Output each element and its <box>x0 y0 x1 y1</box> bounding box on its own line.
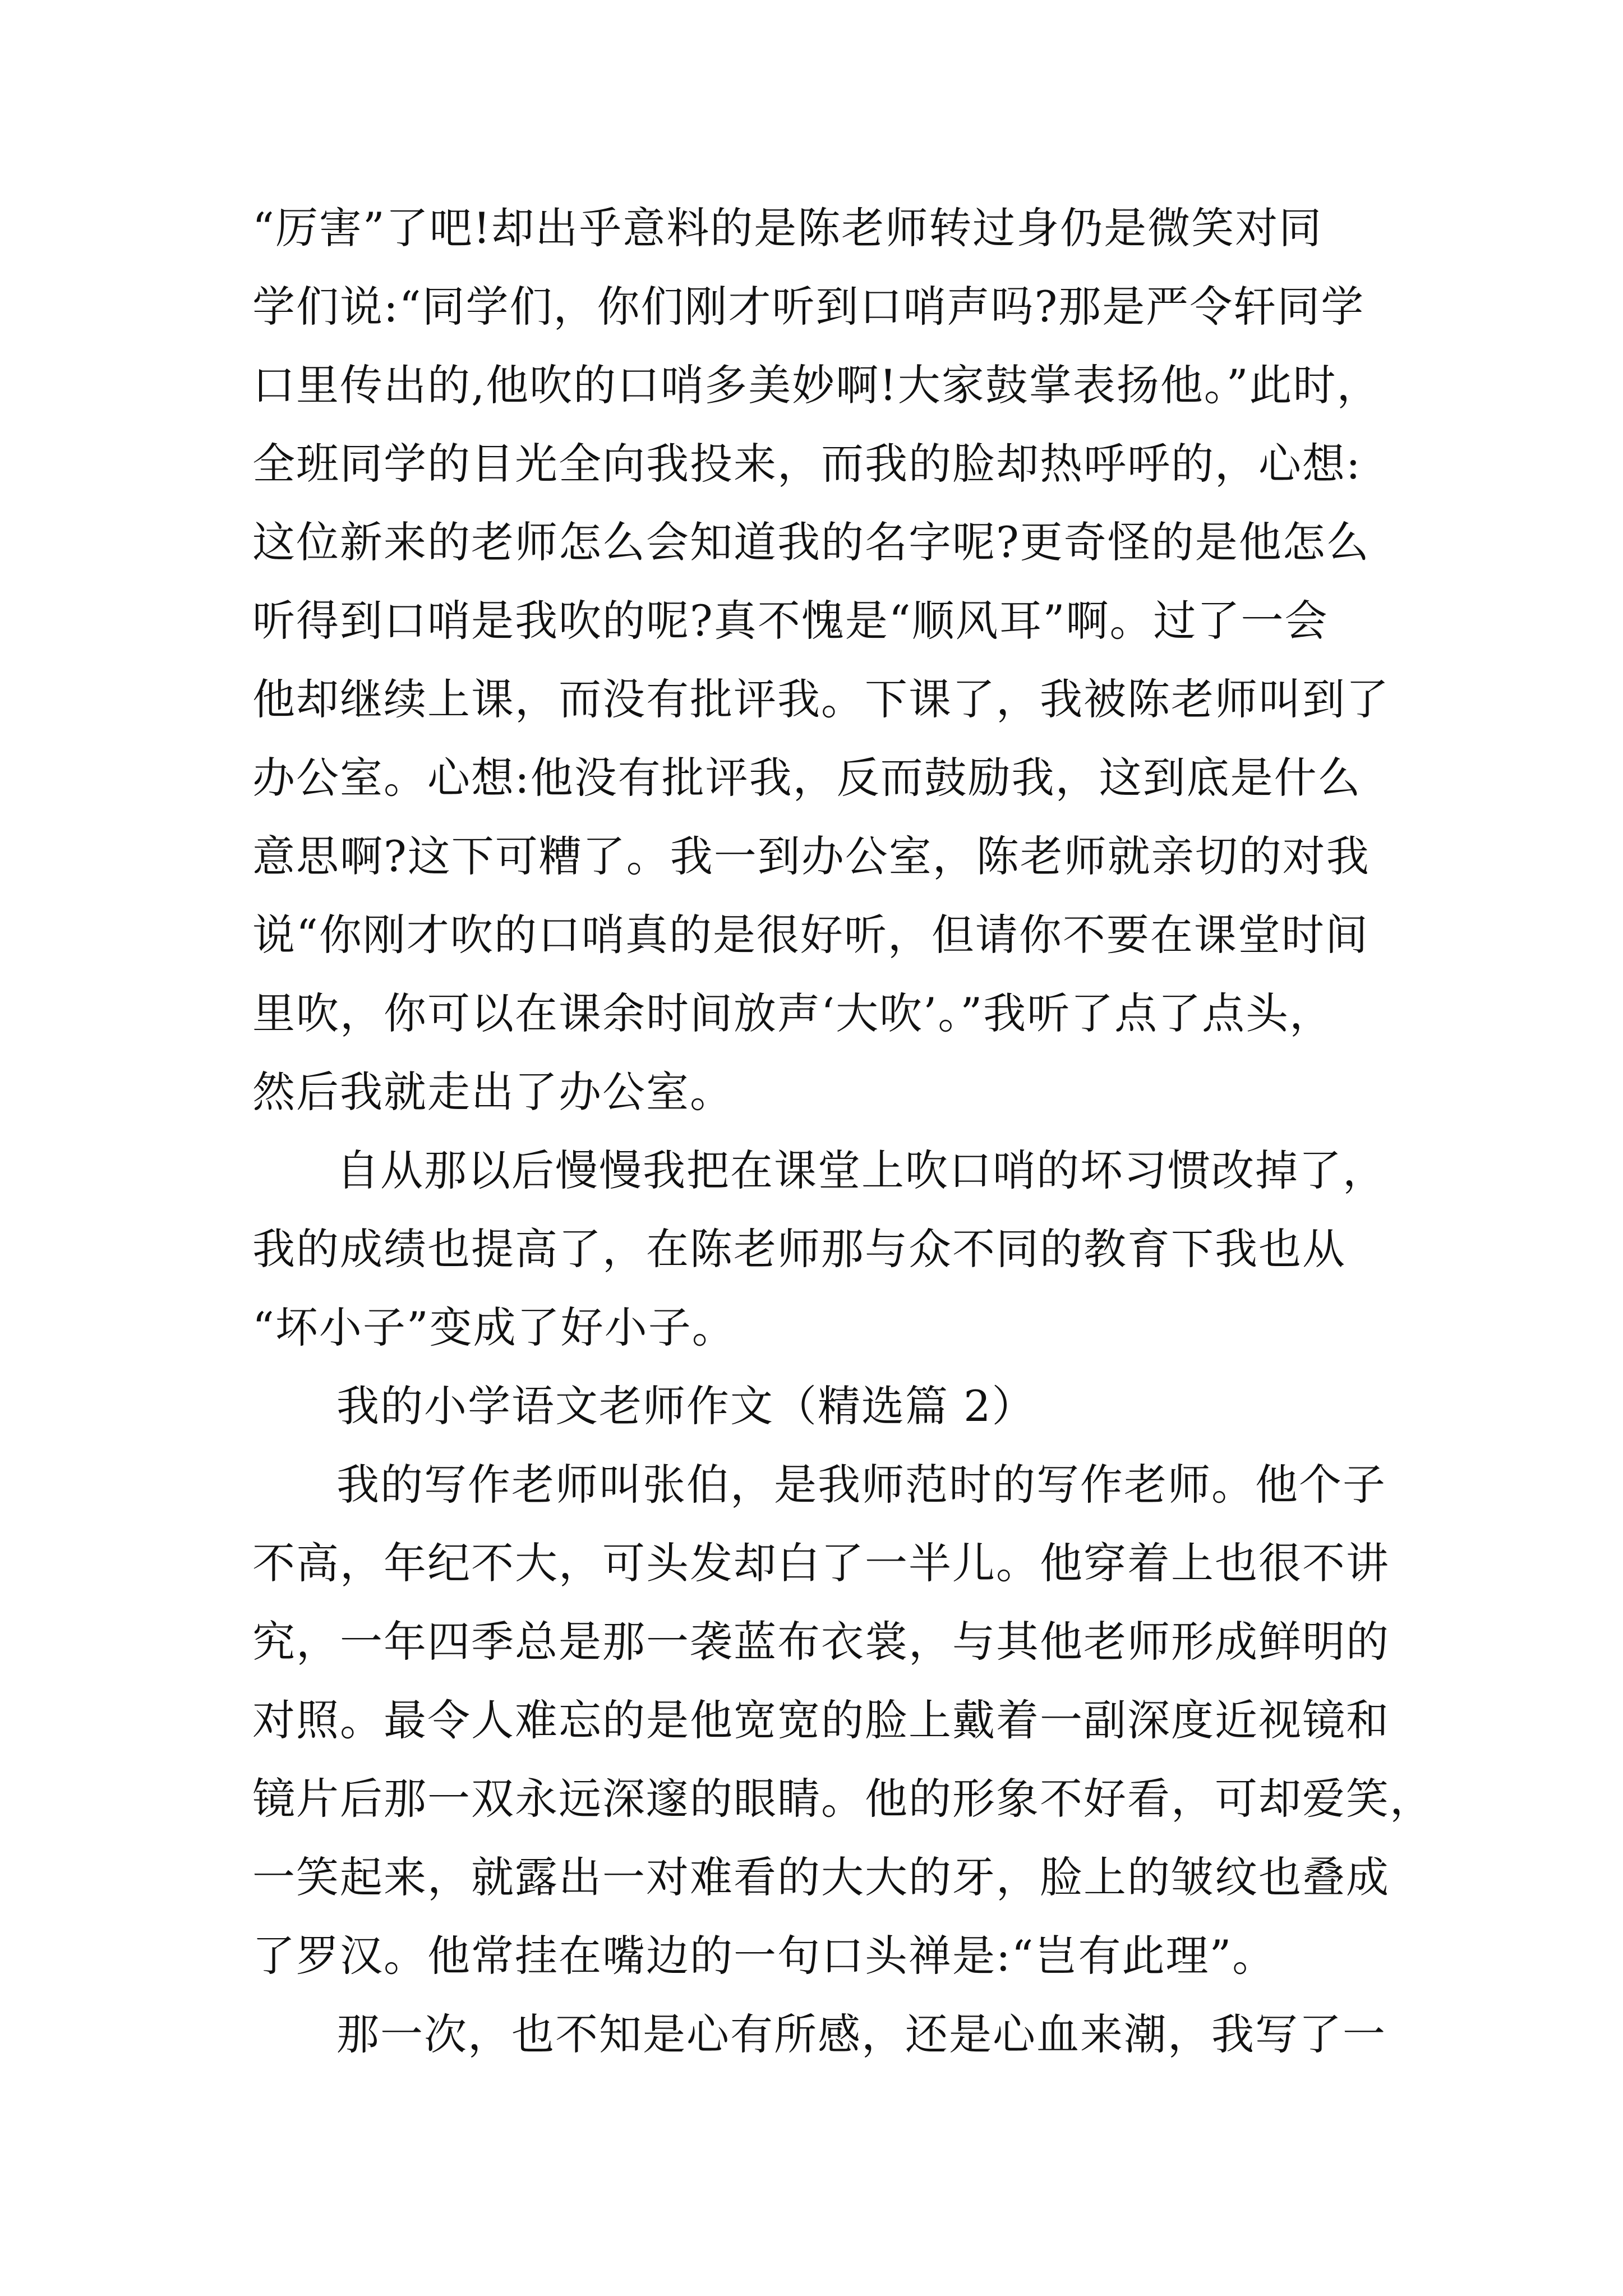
text-line: 办公室。心想:他没有批评我，反而鼓励我，这到底是什么 <box>252 753 1362 803</box>
text-line: “坏小子”变成了好小子。 <box>252 1303 736 1352</box>
text-line: 不高，年纪不大，可头发却白了一半儿。他穿着上也很不讲 <box>252 1538 1390 1588</box>
paragraph-start-line: 自从那以后慢慢我把在课堂上吹口哨的坏习惯改掉了， <box>336 1145 1386 1195</box>
text-line: 然后我就走出了办公室。 <box>252 1067 734 1117</box>
text-line: 里吹，你可以在课余时间放声‘大吹’。”我听了点了点头， <box>252 988 1334 1038</box>
text-line: 对照。最令人难忘的是他宽宽的脸上戴着一副深度近视镜和 <box>252 1695 1390 1745</box>
text-line: 学们说:“同学们，你们刚才听到口哨声吗?那是严令轩同学 <box>252 282 1365 332</box>
text-line: 听得到口哨是我吹的呢?真不愧是“顺风耳”啊。过了一会 <box>252 596 1329 646</box>
text-line: 镜片后那一双永远深邃的眼睛。他的形象不好看，可却爱笑， <box>252 1774 1433 1824</box>
text-line: 我的成绩也提高了，在陈老师那与众不同的教育下我也从 <box>252 1224 1346 1274</box>
text-line: 意思啊?这下可糟了。我一到办公室，陈老师就亲切的对我 <box>252 831 1370 881</box>
section-heading: 我的小学语文老师作文（精选篇 2） <box>336 1381 1036 1431</box>
text-line: 全班同学的目光全向我投来，而我的脸却热呼呼的，心想: <box>252 439 1362 489</box>
text-line: 一笑起来，就露出一对难看的大大的牙，脸上的皱纹也叠成 <box>252 1852 1390 1902</box>
text-line: 他却继续上课，而没有批评我。下课了，我被陈老师叫到了 <box>252 674 1390 724</box>
text-line: 口里传出的,他吹的口哨多美妙啊!大家鼓掌表扬他。”此时， <box>252 360 1381 410</box>
text-line: “厉害”了吧!却出乎意料的是陈老师转过身仍是微笑对同 <box>252 203 1323 253</box>
text-line: 究，一年四季总是那一袭蓝布衣裳，与其他老师形成鲜明的 <box>252 1617 1390 1667</box>
text-line: 说“你刚才吹的口哨真的是很好听，但请你不要在课堂时间 <box>252 910 1369 960</box>
text-line: 了罗汉。他常挂在嘴边的一句口头禅是:“岂有此理”。 <box>252 1931 1276 1981</box>
text-line: 这位新来的老师怎么会知道我的名字呢?更奇怪的是他怎么 <box>252 517 1370 567</box>
paragraph-start-line: 那一次，也不知是心有所感，还是心血来潮，我写了一 <box>336 2009 1386 2059</box>
paragraph-start-line: 我的写作老师叫张伯，是我师范时的写作老师。他个子 <box>336 1460 1386 1510</box>
